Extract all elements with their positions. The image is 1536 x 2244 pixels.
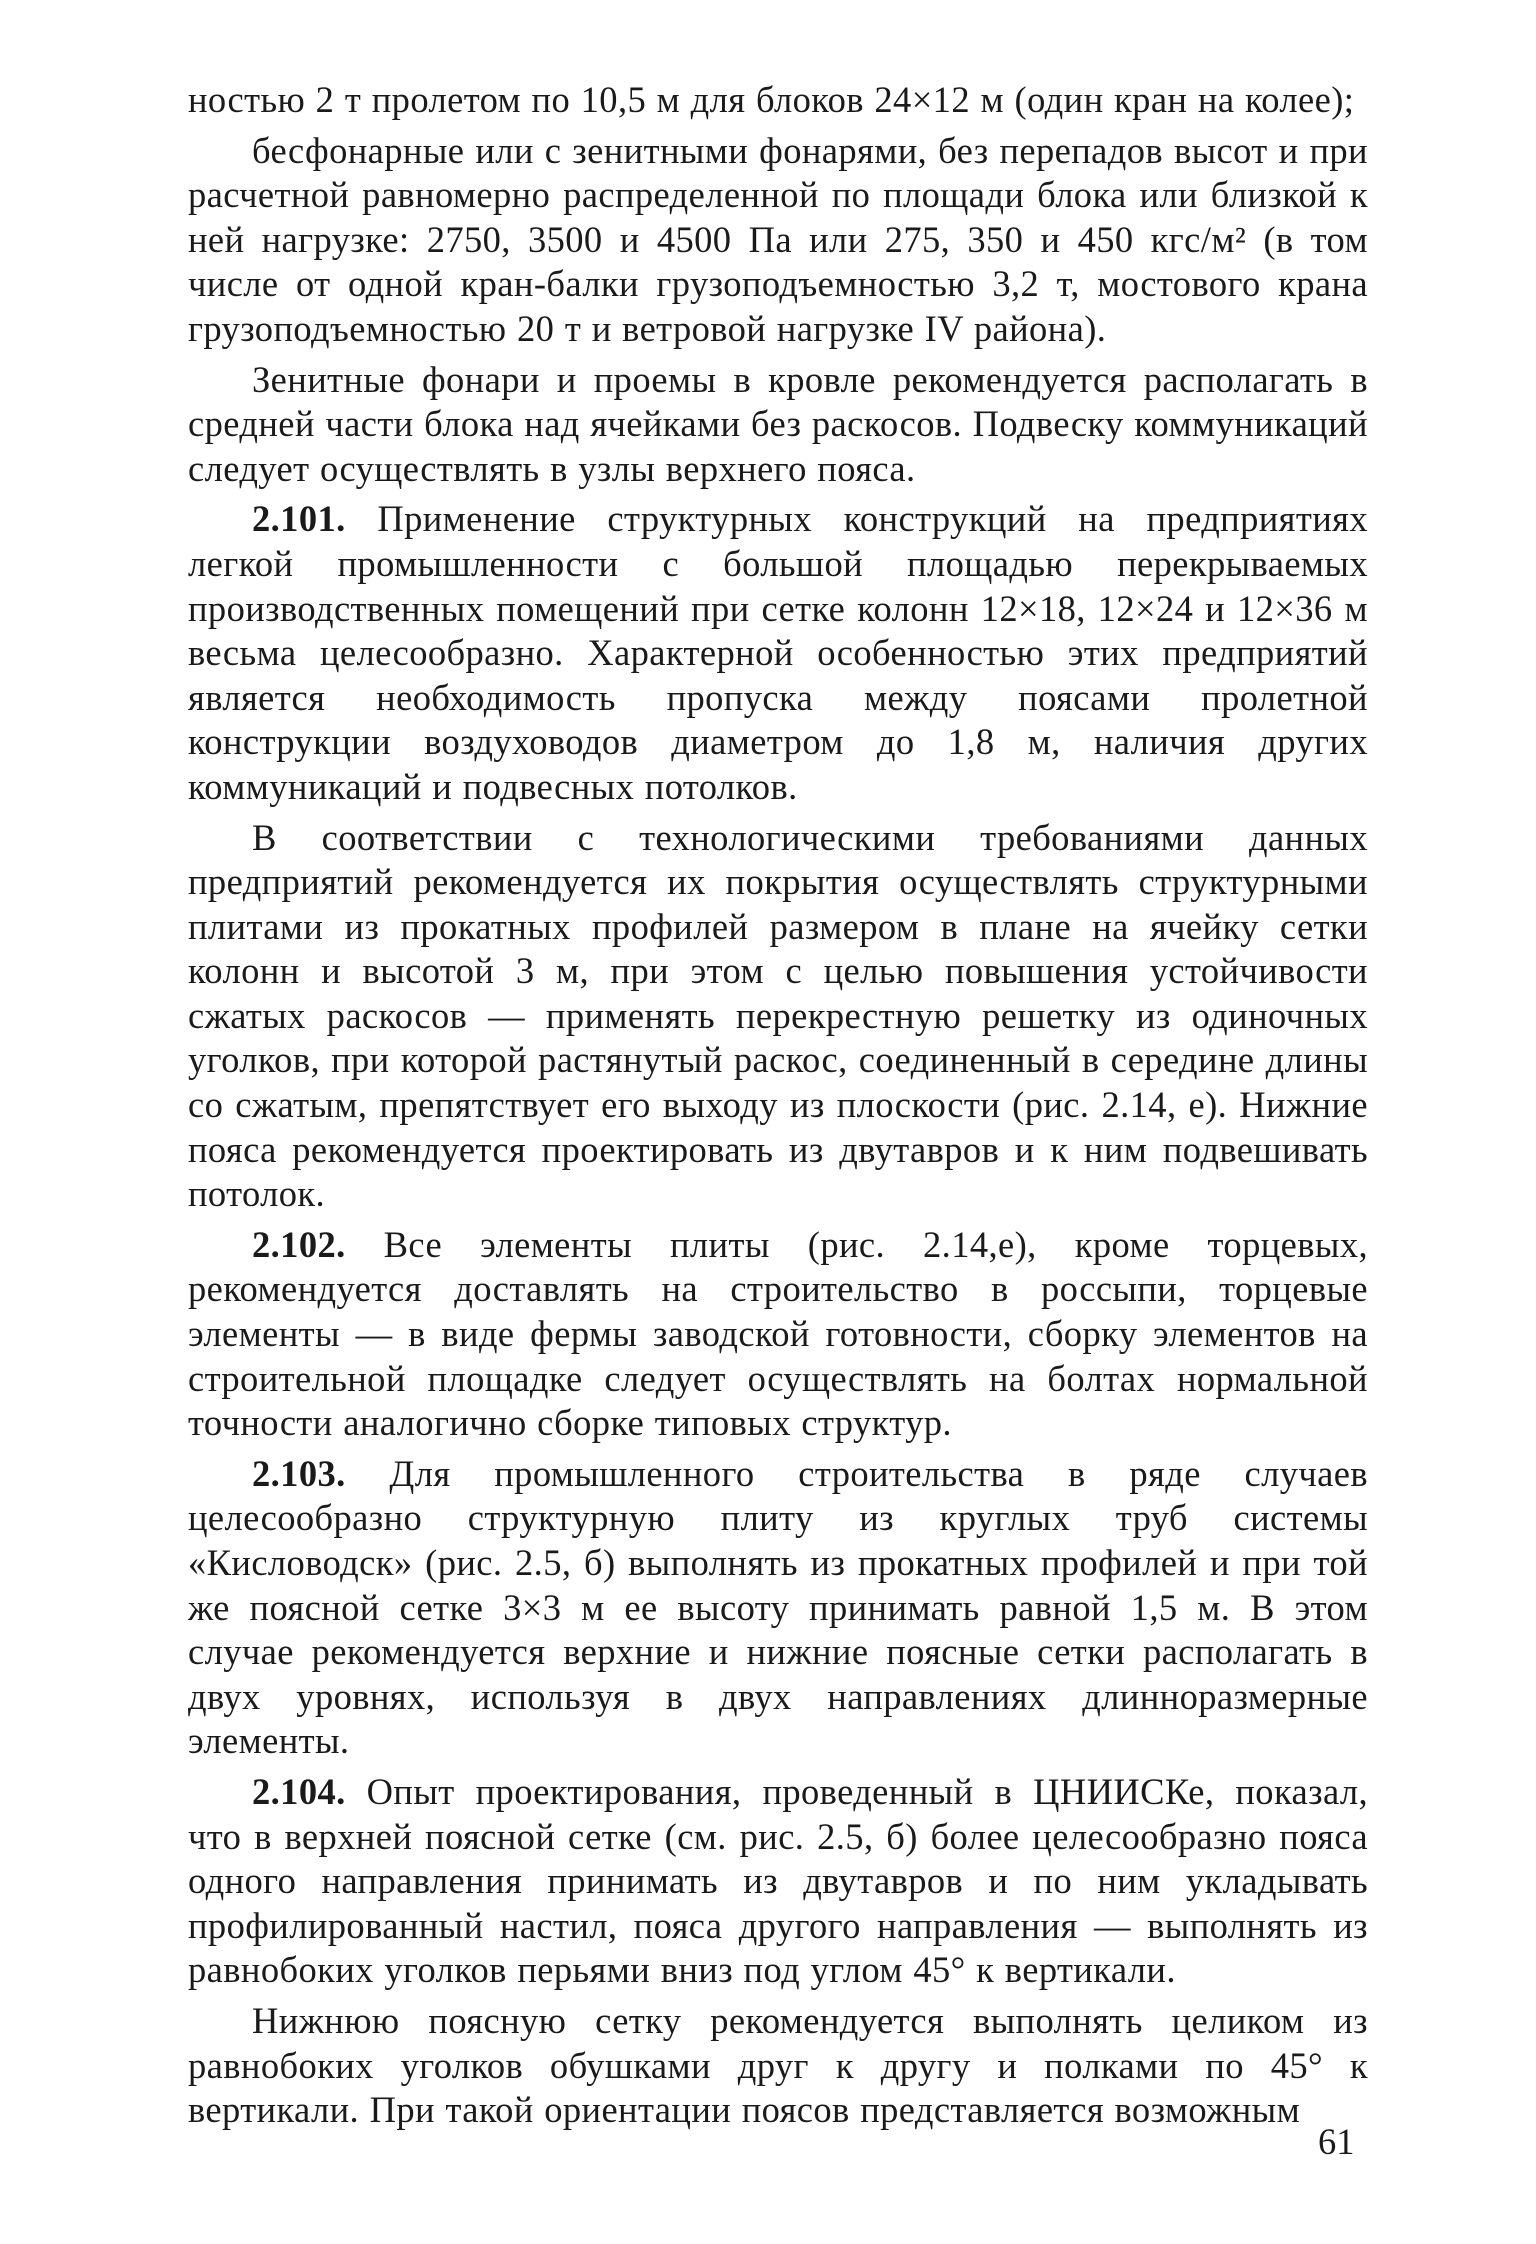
page-number: 61	[1318, 2121, 1355, 2162]
paragraph-text: Нижнюю поясную сетку рекомендуется выполнять целиком из равнобоких уголков обушками друг к другу и полками по 45° к вертикали. При такой ориентации поясов представляется возможным	[188, 1999, 1368, 2131]
paragraph-text: Применение структурных конструкций на предприятиях легкой промышленности с большой площадью перекрываемых производственных помещений при сетке колонн 12×18, 12×24 и 12×36 м весьма целесообразно. Характерной особенностью этих предприятий является необходимость пропуска между поясами пролетной конструкции воздуховодов диаметром до 1,8 м, наличия других коммуникаций и подвесных потолков.	[188, 498, 1368, 807]
paragraph-text: Для промышленного строительства в ряде случаев целесообразно структурную плиту из круглых труб системы «Кисловодск» (рис. 2.5, б) выполнять из прокатных профилей и при той же поясной сетке 3×3 м ее высоту принимать равной 1,5 м. В этом случае рекомендуется верхние и нижние поясные сетки располагать в двух уровнях, используя в двух направлениях длинноразмерные элементы.	[188, 1452, 1368, 1762]
section-number: 2.103.	[252, 1452, 346, 1494]
page-body	[188, 78, 1368, 2139]
paragraph-2-104	[188, 1770, 1368, 1993]
paragraph-text: Зенитные фонари и проемы в кровле рекомендуется располагать в средней части блока над ячейками без раскосов. Подвеску коммуникаций следует осуществлять в узлы верхнего пояса.	[188, 358, 1368, 489]
paragraph-text: бесфонарные или с зенитными фонарями, без перепадов высот и при расчетной равномерно распределенной по площади блока или близкой к ней нагрузке: 2750, 3500 и 4500 Па или 275, 350 и 450 кгс/м² (в том числе от одной кран-балки грузоподъемностью 3,2 т, мостового крана грузоподъемностью 20 т и ветровой нагрузке IV района).	[188, 129, 1368, 349]
paragraph-text: ностью 2 т пролетом по 10,5 м для блоков 24×12 м (один кран на колее);	[188, 79, 1355, 120]
paragraph-lower-chord	[188, 1999, 1368, 2133]
paragraph-text: Все элементы плиты (рис. 2.14,е), кроме торцевых, рекомендуется доставлять на строительство в россыпи, торцевые элементы — в виде фермы заводской готовности, сборку элементов на строительной площадке следует осуществлять на болтах нормальной точности аналогично сборке типовых структур.	[188, 1223, 1368, 1444]
paragraph-text: Опыт проектирования, проведенный в ЦНИИСКе, показал, что в верхней поясной сетке (см. рис. 2.5, б) более целесообразно пояса одного направления принимать из двутавров и по ним укладывать профилированный настил, пояса другого направления — выполнять из равнобоких уголков перьями вниз под углом 45° к вертикали.	[188, 1770, 1369, 1991]
paragraph-continuation	[188, 78, 1368, 123]
section-number: 2.101.	[252, 498, 346, 540]
paragraph-2-103	[188, 1452, 1368, 1764]
section-number: 2.102.	[252, 1223, 346, 1265]
paragraph-skylights	[188, 358, 1368, 492]
paragraph-2-102	[188, 1223, 1368, 1446]
paragraph-text: В соответствии с технологическими требованиями данных предприятий рекомендуется их покрытия осуществлять структурными плитами из прокатных профилей размером в плане на ячейку сетки колонн и высотой 3 м, при этом с целью повышения устойчивости сжатых раскосов — применять перекрестную решетку из одиночных уголков, при которой растянутый раскос, соединенный в середине длины со сжатым, препятствует его выходу из плоскости (рис. 2.14, е). Нижние пояса рекомендуется проектировать из двутавров и к ним подвешивать потолок.	[188, 816, 1368, 1215]
paragraph-roof-loads	[188, 129, 1368, 352]
paragraph-2-101	[188, 497, 1368, 809]
section-number: 2.104.	[252, 1770, 346, 1812]
paragraph-technology-requirements	[188, 816, 1368, 1217]
